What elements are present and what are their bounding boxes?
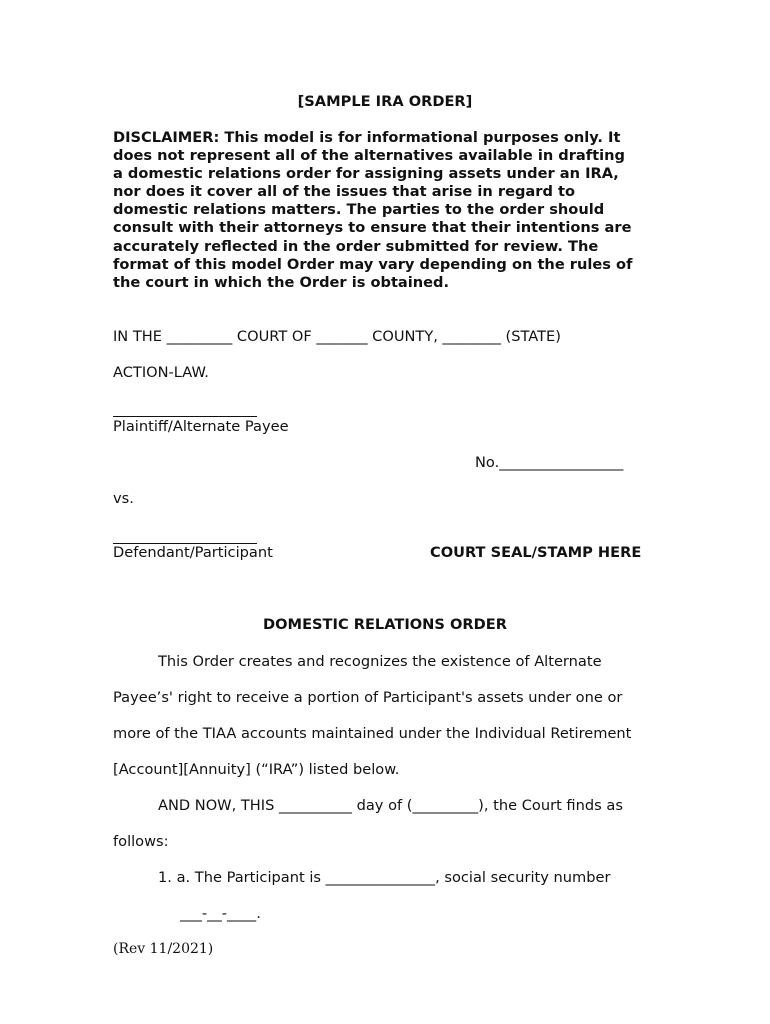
body-line: Payee’s' right to receive a portion of Participant's assets under one or xyxy=(113,689,623,706)
disclaimer-line: accurately reflected in the order submitted for review. The xyxy=(113,237,599,255)
defendant-label: Defendant/Participant xyxy=(113,544,273,561)
disclaimer-line: format of this model Order may vary depending on the rules of xyxy=(113,255,633,273)
order-heading: DOMESTIC RELATIONS ORDER xyxy=(263,616,507,633)
disclaimer-line: the court in which the Order is obtained. xyxy=(113,273,450,291)
document-title: [SAMPLE IRA ORDER] xyxy=(297,93,473,110)
disclaimer-line: consult with their attorneys to ensure that their intentions are xyxy=(113,219,632,237)
court-line: IN THE _________ COURT OF _______ COUNTY, ________ (STATE) xyxy=(113,328,561,345)
court-seal-label: COURT SEAL/STAMP HERE xyxy=(430,544,642,561)
follows-label: follows: xyxy=(113,833,169,850)
item-1a: 1. a. The Participant is _______________, social security number xyxy=(158,869,611,886)
action-law: ACTION-LAW. xyxy=(113,364,209,381)
disclaimer-line: a domestic relations order for assigning assets under an IRA, xyxy=(113,165,619,183)
disclaimer-line: nor does it cover all of the issues that arise in regard to xyxy=(113,183,575,201)
disclaimer-paragraph xyxy=(113,129,673,292)
body-line: [Account][Annuity] (“IRA”) listed below. xyxy=(113,761,400,778)
revision-footer: (Rev 11/2021) xyxy=(113,941,214,957)
disclaimer-line: does not represent all of the alternatives available in drafting xyxy=(113,147,625,165)
disclaimer-line: domestic relations matters. The parties to the order should xyxy=(113,201,605,219)
body-line: This Order creates and recognizes the existence of Alternate xyxy=(158,653,602,670)
disclaimer-line: DISCLAIMER: This model is for informational purposes only. It xyxy=(113,129,621,146)
vs-label: vs. xyxy=(113,490,134,507)
body-line: more of the TIAA accounts maintained under the Individual Retirement xyxy=(113,725,632,742)
ssn-blank: ___-__-____. xyxy=(180,905,261,922)
and-now-line: AND NOW, THIS __________ day of (_________), the Court finds as xyxy=(158,797,623,814)
plaintiff-signature-rule xyxy=(113,416,257,417)
case-number: No._________________ xyxy=(475,454,624,471)
plaintiff-label: Plaintiff/Alternate Payee xyxy=(113,418,289,435)
